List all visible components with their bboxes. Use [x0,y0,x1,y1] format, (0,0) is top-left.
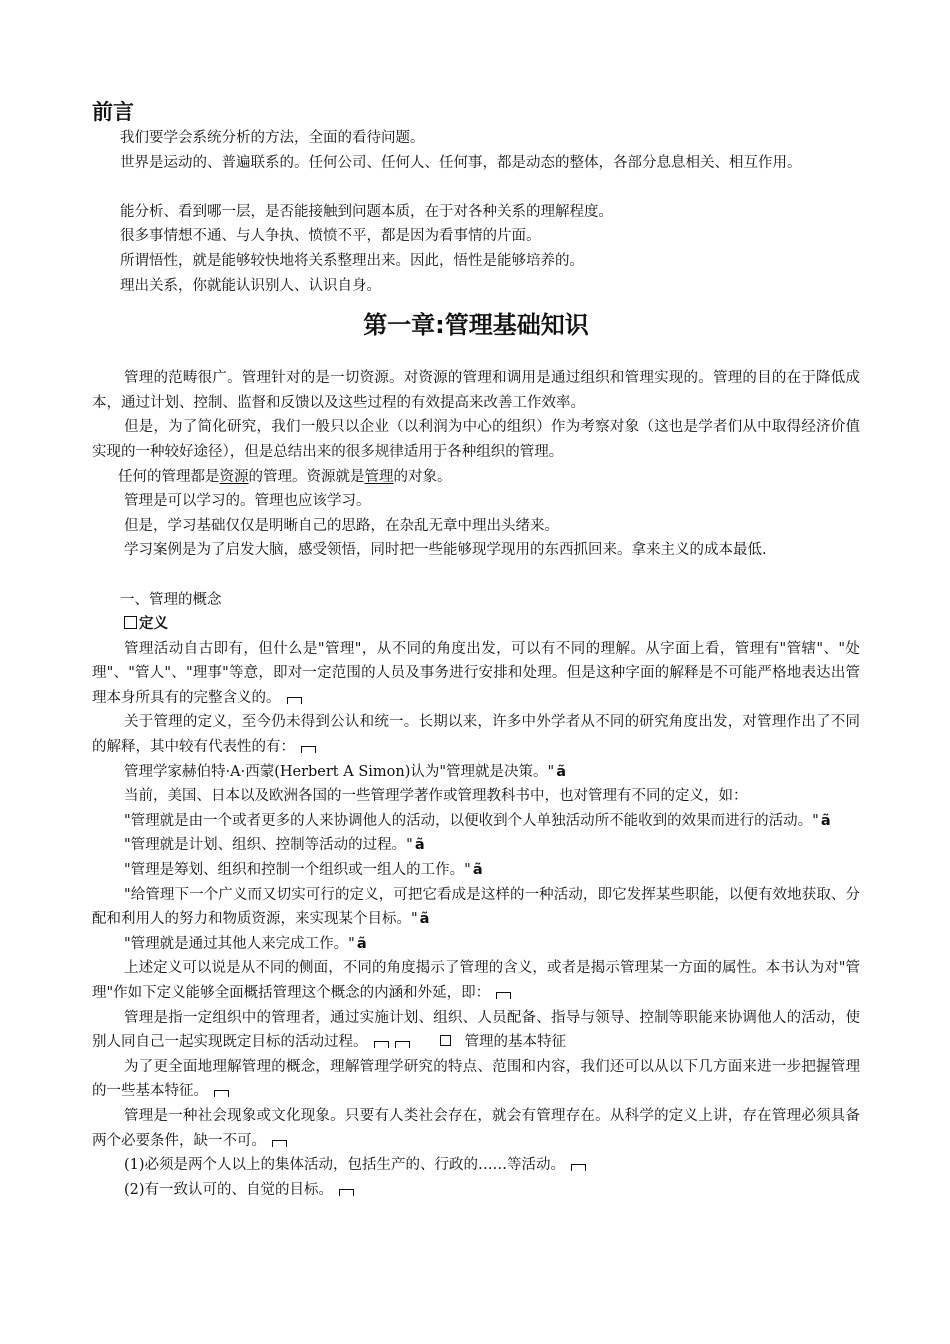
list-item [92,1178,860,1203]
definition-heading [92,612,860,637]
return-mark-icon [571,1164,586,1171]
foreword-line: 能分析、看到哪一层，是否能接触到问题本质，在于对各种关系的理解程度。 [120,203,613,220]
paragraph-text: "给管理下一个广义而又切实可行的定义，可把它看成是这样的一种活动，即它发挥某些职能，以便有效地获取、分配和利用人的努力和物质资源，来实现某个目标。" [92,886,860,928]
section-title: 一、管理的概念 [120,591,222,608]
paragraph-text: "管理就是计划、组织、控制等活动的过程。" [124,837,413,854]
chapter-intro-paragraph: 但是，为了简化研究，我们一般只以企业（以利润为中心的组织）作为考察对象（这也是学者们从中取得经济价值实现的一种较好途径），但是总结出来的很多规律适用于各种组织的管理。 [92,419,860,460]
chapter-intro-line: 但是，学习基础仅仅是明晰自己的思路，在杂乱无章中理出头绪来。 [124,517,559,534]
body-paragraph: 当前，美国、日本以及欧洲各国的一些管理学著作或管理教科书中，也对管理有不同的定义，如： [124,788,748,805]
return-mark-icon [395,1041,410,1048]
foreword-line: 世界是运动的、普遍联系的。任何公司、任何人、任何事，都是动态的整体，各部分息息相关、相互作用。 [120,154,802,171]
foreword-line: 所谓悟性，就是能够较快地将关系整理出来。因此，悟性是能够培养的。 [120,252,584,269]
resource-line-text: 任何的管理都是 [118,468,220,485]
paragraph-text: 为了更全面地理解管理的概念，理解管理学研究的特点、范围和内容，我们还可以从以下几方面来进一步把握管理的一些基本特征。 [92,1058,860,1100]
body-paragraph [92,883,860,932]
foreword-title: 前言 [92,100,134,124]
body-paragraph [92,1006,860,1055]
checkbox-icon [124,616,137,629]
tilde-glyph: ã [414,837,425,854]
tilde-glyph: ã [419,911,430,928]
body-paragraph [92,956,860,1005]
chapter-intro-line: 学习案例是为了启发大脑，感受领悟，同时把一些能够现学现用的东西抓回来。拿来主义的成本最低. [124,542,767,559]
paragraph-text: "管理是筹划、组织和控制一个组织或一组人的工作。" [124,862,471,879]
chapter-intro-paragraph: 管理的范畴很广。管理针对的是一切资源。对资源的管理和调用是通过组织和管理实现的。管理的目的在于降低成本，通过计划、控制、监督和反馈以及这些过程的有效提高来改善工作效率。 [92,370,860,411]
list-item [92,1153,860,1178]
blank-line [92,563,860,588]
body-paragraph [92,833,860,858]
paragraph-text: 关于管理的定义，至今仍未得到公认和统一。长期以来，许多中外学者从不同的研究角度出发，对管理作出了不同的解释，其中较有代表性的有： [92,714,860,756]
tilde-glyph: ã [556,763,566,780]
resource-line-text: 的管理。资源就是 [248,468,365,485]
paragraph-text: 管理学家赫伯特·A·西蒙(Herbert A Simon)认为"管理就是决策。" [124,763,555,780]
tilde-glyph: ã [356,935,367,952]
checkbox-icon [440,1035,451,1046]
return-mark-icon [339,1189,354,1196]
paragraph-text: "管理就是通过其他人来完成工作。" [124,935,355,952]
body-paragraph [92,1055,860,1104]
foreword-line: 理出关系，你就能认识别人、认识自身。 [120,277,381,294]
blank-line [92,175,860,200]
body-paragraph [92,809,860,834]
chapter-title: 第一章:管理基础知识 [363,311,589,340]
resource-link[interactable]: 资源 [219,468,249,485]
body-paragraph [92,637,860,711]
foreword-line: 我们要学会系统分析的方法，全面的看待问题。 [120,130,425,146]
return-mark-icon [301,746,316,753]
body-paragraph [92,710,860,759]
return-mark-icon [287,697,302,704]
tilde-glyph: ã [820,812,831,829]
paragraph-text: 管理是一种社会现象或文化现象。只要有人类社会存在，就会有管理存在。从科学的定义上讲，存在管理必须具备两个必要条件，缺一不可。 [92,1107,860,1149]
tilde-glyph: ã [472,862,483,879]
body-paragraph [92,932,860,957]
document-page [92,98,860,1202]
chapter-intro-line: 管理是可以学习的。管理也应该学习。 [124,493,371,510]
return-mark-icon [272,1140,287,1147]
definition-title: 定义 [139,616,168,633]
foreword-line: 很多事情想不通、与人争执、愤愤不平，都是因为看事情的片面。 [120,228,541,245]
list-item-text: (1)必须是两个人以上的集体活动，包括生产的、行政的……等活动。 [124,1157,566,1174]
body-paragraph [92,858,860,883]
body-paragraph [92,1104,860,1153]
return-mark-icon [214,1090,229,1097]
resource-line [92,465,860,490]
paragraph-text: "管理就是由一个或者更多的人来协调他人的活动，以便收到个人单独活动所不能收到的效果而进行的活动。" [124,812,819,829]
body-paragraph [92,760,860,785]
subheading-basic-features: 管理的基本特征 [464,1034,566,1051]
paragraph-text: 上述定义可以说是从不同的侧面，不同的角度揭示了管理的含义，或者是揭示管理某一方面的属性。本书认为对"管理"作如下定义能够全面概括管理这个概念的内涵和外延，即： [92,960,860,1001]
resource-line-text: 的对象。 [393,468,452,485]
paragraph-text: 管理活动自古即有，但什么是"管理"，从不同的角度出发，可以有不同的理解。从字面上看，管理有"管辖"、"处理"、"管人"、"理事"等意，即对一定范围的人员及事务进行安排和处理。但是这种字面的解释是不可能严格地表达出管理本身所具有的完整含义的。 [92,640,860,706]
return-mark-icon [374,1041,389,1048]
paragraph-text: 管理是指一定组织中的管理者，通过实施计划、组织、人员配备、指导与领导、控制等职能来协调他人的活动，使别人同自己一起实现既定目标的活动过程。 [92,1009,860,1051]
return-mark-icon [496,992,511,999]
list-item-text: (2)有一致认可的、自觉的目标。 [124,1181,334,1198]
management-link[interactable]: 管理 [364,468,394,485]
